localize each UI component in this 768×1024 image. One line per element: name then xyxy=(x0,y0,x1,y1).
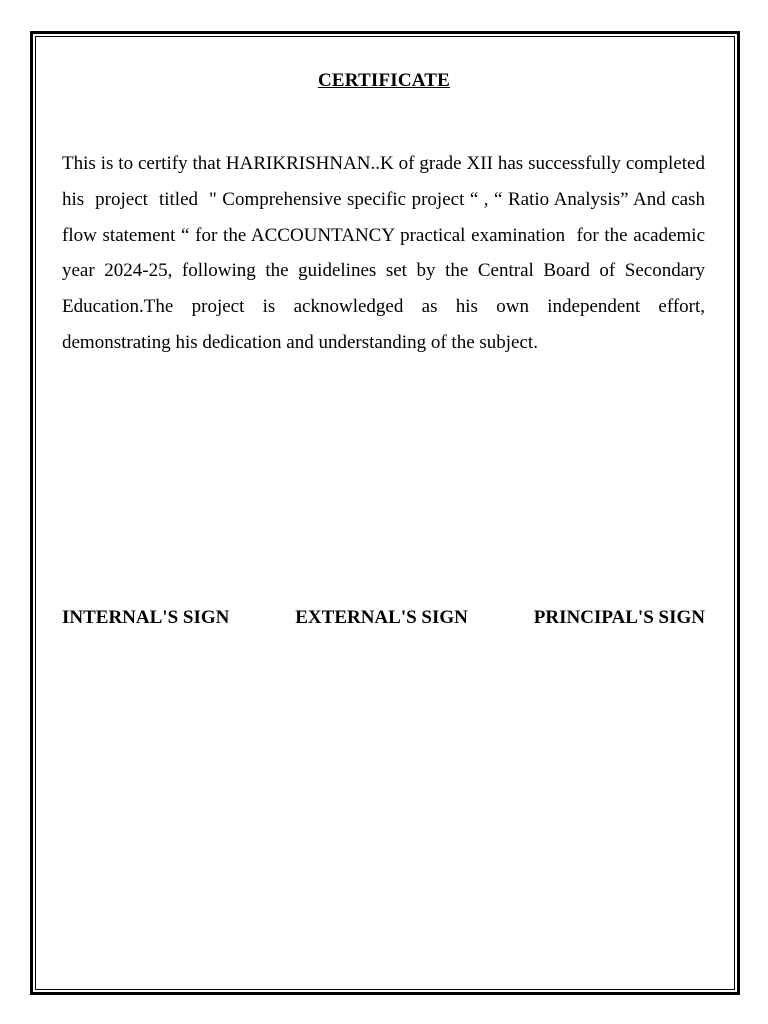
certificate-title: CERTIFICATE xyxy=(317,70,451,91)
principal-sign-label: PRINCIPAL'S SIGN xyxy=(533,607,705,628)
signature-row xyxy=(62,607,705,629)
external-sign-label: EXTERNAL'S SIGN xyxy=(295,607,468,628)
certificate-body: This is to certify that HARIKRISHNAN..K of grade XII has successfully completed his project titled " Comprehensive specific project “ , “ Ratio Analysis” And cash flow statement “ for the ACCOUNTANCY practical examination for the academic year 2024-25, following the guidelines set by the Central Board of Secondary Education.The project is acknowledged as his own independent effort, demonstrating his dedication and understanding of the subject. xyxy=(62,153,710,353)
internal-sign-label: INTERNAL'S SIGN xyxy=(62,607,230,628)
